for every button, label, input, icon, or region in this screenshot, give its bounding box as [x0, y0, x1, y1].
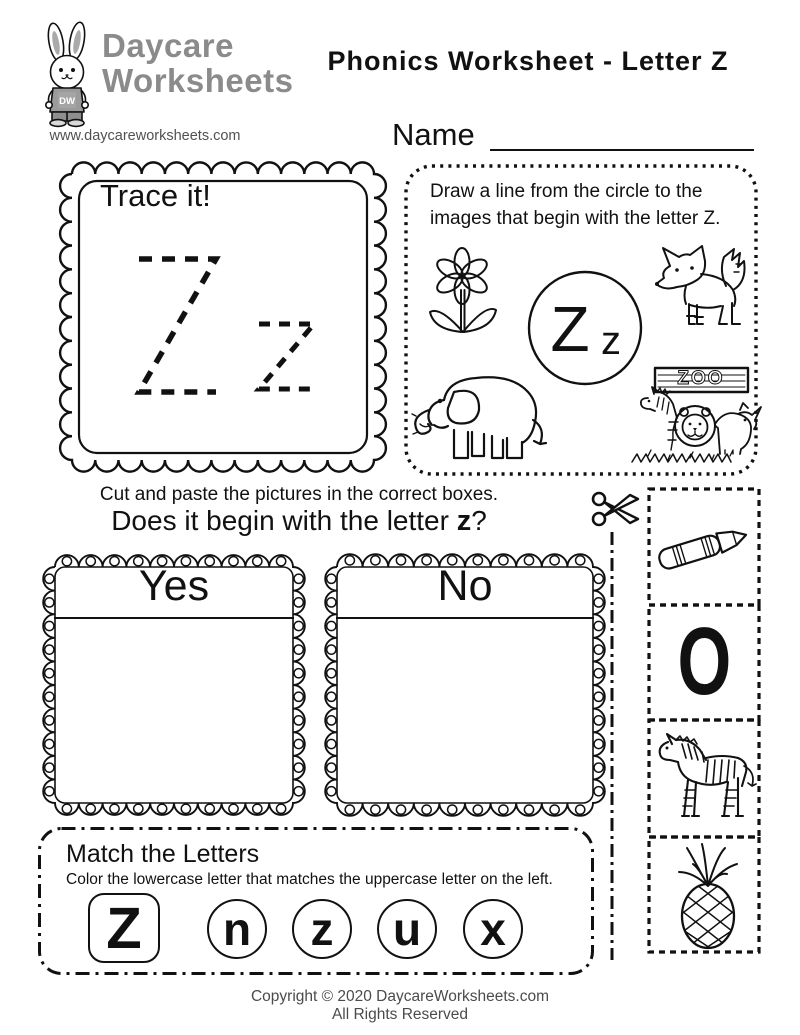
scissors-icon: [590, 486, 642, 532]
zebra-image: [660, 734, 756, 816]
page-title: Phonics Worksheet - Letter Z: [327, 46, 729, 76]
footer-copyright: Copyright © 2020 DaycareWorksheets.com: [250, 988, 549, 1005]
cut-paste-instruction: Cut and paste the pictures in the correct boxes.: [99, 484, 499, 505]
sort-question-letter: z: [456, 505, 472, 537]
no-box-heading-line: [336, 617, 594, 619]
bunny-logo-icon: [36, 22, 98, 126]
fox-image: [655, 246, 745, 324]
sort-question-prefix: Does it begin with the letter: [111, 505, 457, 536]
website-url: www.daycareworksheets.com: [49, 128, 241, 144]
circle-uppercase-z: Z: [550, 293, 590, 365]
draw-instruction-line1: Draw a line from the circle to the: [430, 181, 703, 202]
logo-line-2: Worksheets: [102, 62, 294, 99]
match-option-u: u: [377, 899, 437, 959]
name-write-line: [490, 149, 754, 151]
draw-instruction-line2: images that begin with the letter Z.: [430, 208, 721, 229]
letter-o-text: O: [677, 608, 731, 715]
elephant-image: [412, 377, 546, 458]
match-option-x: x: [463, 899, 523, 959]
match-uppercase-card: Z: [88, 893, 160, 963]
match-box-instruction: Color the lowercase letter that matches the uppercase letter on the left.: [66, 871, 553, 888]
logo-badge-text: DW: [59, 96, 75, 107]
circle-lowercase-z: z: [601, 319, 621, 363]
flower-image: [430, 248, 496, 332]
name-label: Name: [392, 117, 475, 152]
yes-box-label: Yes: [138, 562, 210, 610]
no-box-label: No: [437, 562, 493, 610]
match-box-title: Match the Letters: [66, 840, 260, 868]
footer-rights: All Rights Reserved: [331, 1006, 469, 1023]
sort-question: [0, 505, 598, 538]
trace-lowercase-z: [259, 324, 314, 389]
cutout-cards: [647, 487, 761, 954]
trace-box-label: Trace it!: [100, 178, 211, 213]
cutout-cell-zebra: [649, 720, 759, 837]
letter-o-card: [647, 606, 761, 718]
sort-question-suffix: ?: [471, 505, 487, 536]
logo-wordmark: [102, 28, 293, 98]
logo-line-1: Daycare: [102, 27, 234, 64]
match-option-z: z: [292, 899, 352, 959]
letter-circle: [529, 272, 641, 384]
trace-uppercase-z: [139, 259, 216, 392]
pineapple-image: [669, 844, 747, 950]
crayon-image: [657, 525, 749, 570]
yes-box-heading-line: [54, 617, 294, 619]
match-option-n: n: [207, 899, 267, 959]
zoo-sign-anchor: [625, 364, 626, 365]
zoo-sign-text: ZOO: [677, 368, 725, 389]
